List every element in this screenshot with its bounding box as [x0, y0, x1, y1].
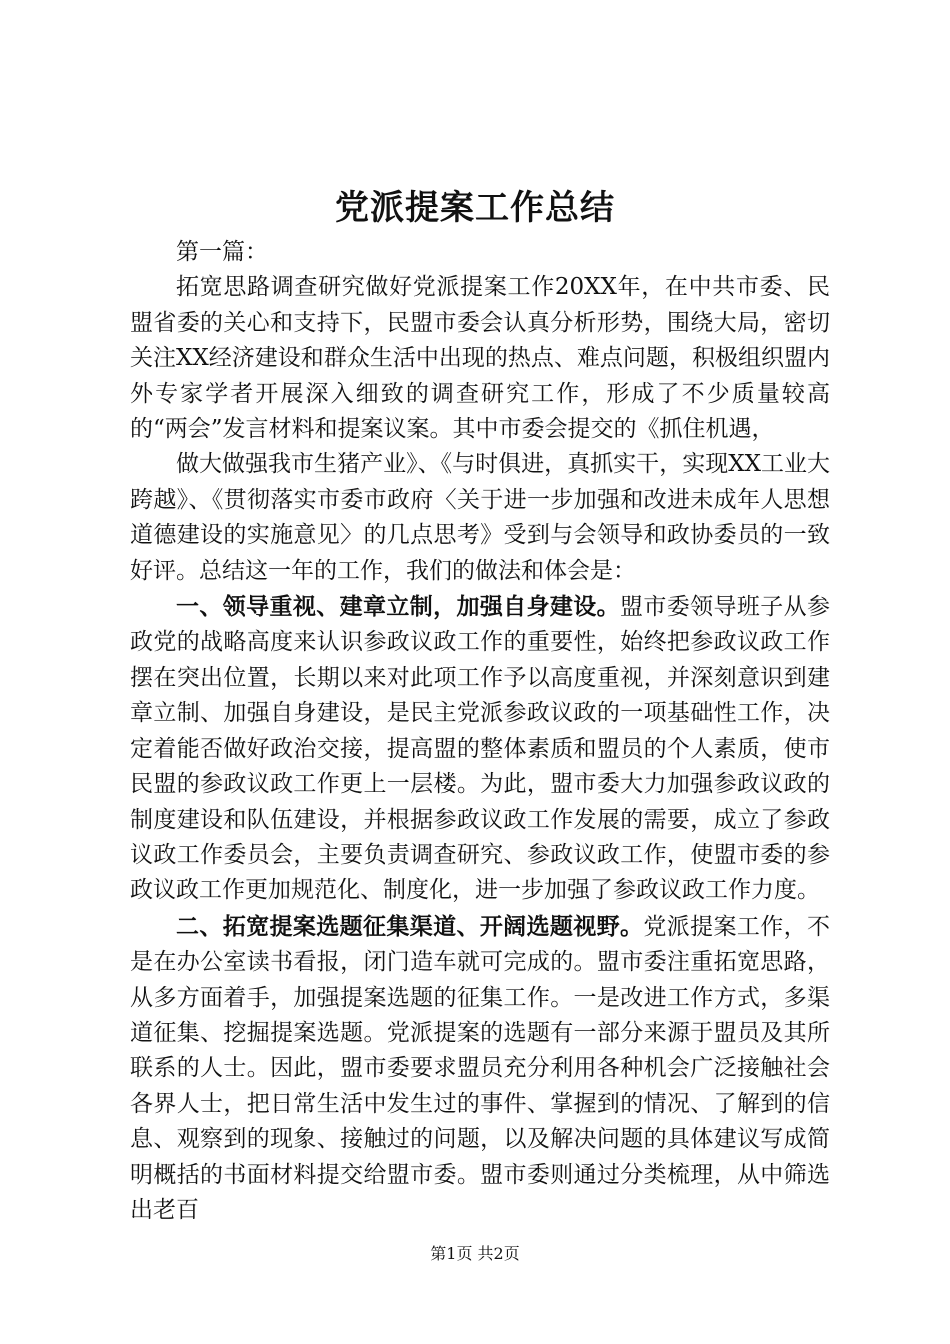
paragraph-lead-heading: 二、拓宽提案选题征集渠道、开阔选题视野。: [176, 912, 644, 940]
paragraph-text: 党派提案工作，不是在办公室读书看报，闭门造车就可完成的。盟市委注重拓宽思路，从多方面着手，加强提案选题的征集工作。一是改进工作方式，多渠道征集、挖掘提案选题。党派提案的选题有一部分来源于盟员及其所联系的人士。因此，盟市委要求盟员充分利用各种机会广泛接触社会各界人士，把日常生活中发生过的事件、掌握到的情况、了解到的信息、观察到的现象、接触过的问题，以及解决问题的具体建议写成简明概括的书面材料提交给盟市委。盟市委则通过分类梳理，从中筛选出老百: [130, 913, 831, 1223]
page-number-footer: 第1页 共2页: [430, 1244, 520, 1263]
paragraph-lead-heading: 一、领导重视、建章立制，加强自身建设。: [176, 593, 621, 621]
paragraph-text: 拓宽思路调查研究做好党派提案工作20XX年，在中共市委、民盟省委的关心和支持下，民盟市委会认真分析形势，围绕大局，密切关注XX经济建设和群众生活中出现的热点、难点问题，积极组织盟内外专家学者开展深入细致的调查研究工作，形成了不少质量较高的“两会”发言材料和提案议案。其中市委会提交的《抓住机遇，: [130, 274, 830, 443]
document-title: 党派提案工作总结: [335, 188, 615, 228]
document-body: [130, 235, 830, 1228]
paragraph-text: 盟市委领导班子从参政党的战略高度来认识参政议政工作的重要性，始终把参政议政工作摆在突出位置，长期以来对此项工作予以高度重视，并深刻意识到建章立制、加强自身建设，是民主党派参政议政的一项基础性工作，决定着能否做好政治交接，提高盟的整体素质和盟员的个人素质，使市民盟的参政议政工作更上一层楼。为此，盟市委大力加强参政议政的制度建设和队伍建设，并根据参政议政工作发展的需要，成立了参政议政工作委员会，主要负责调查研究、参政议政工作，使盟市委的参政议政工作更加规范化、制度化，进一步加强了参政议政工作力度。: [130, 594, 831, 904]
paragraph-point-two: [130, 909, 830, 1229]
paragraph-text: 第一篇：: [176, 239, 268, 265]
paragraph-point-one: [130, 589, 830, 909]
paragraph-intro: [130, 270, 830, 447]
paragraph-section-heading: [130, 235, 830, 270]
paragraph-continued: [130, 447, 830, 589]
paragraph-text: 做大做强我市生猪产业》、《与时俱进，真抓实干，实现XX工业大跨越》、《贯彻落实市委市政府〈关于进一步加强和改进未成年人思想道德建设的实施意见〉的几点思考》受到与会领导和政协委员的一致好评。总结这一年的工作，我们的做法和体会是：: [130, 451, 830, 584]
